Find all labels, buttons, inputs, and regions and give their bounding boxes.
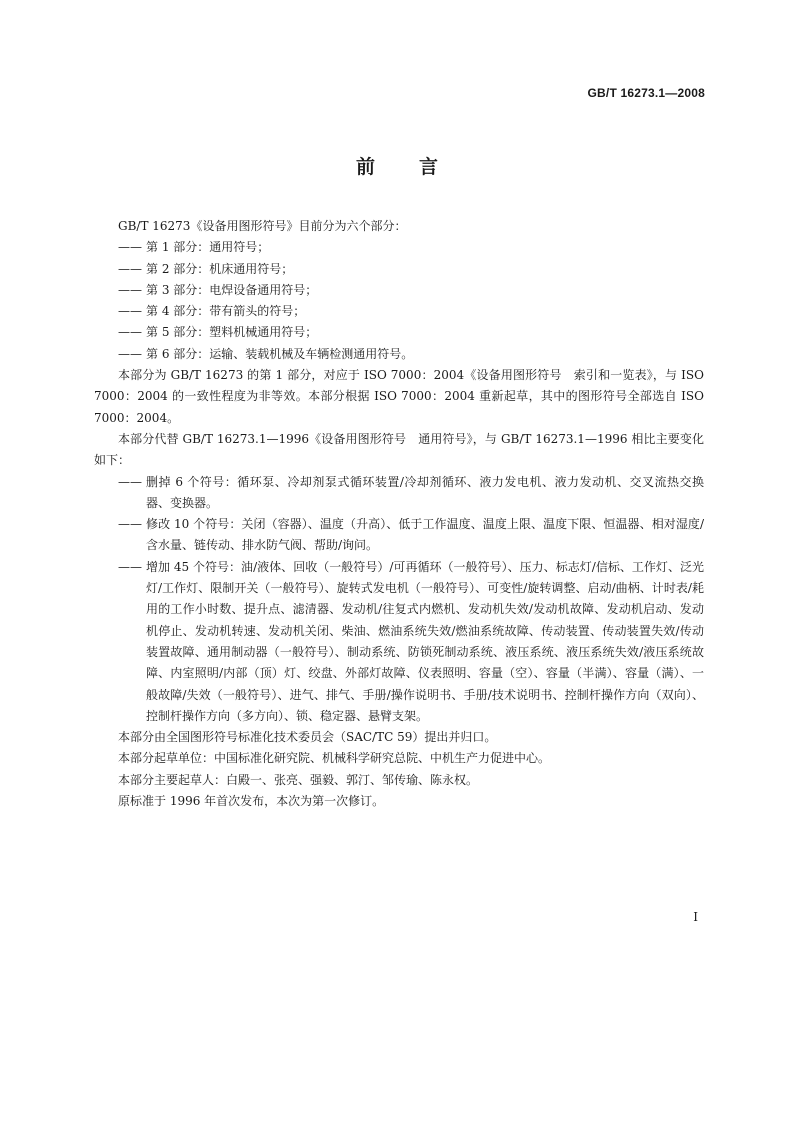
part-list-item (118, 344, 704, 365)
part-item-text: 第 6 部分：运输、装载机械及车辆检测通用符号。 (146, 346, 414, 361)
dash-marker: —— (118, 474, 142, 489)
change-list-item (118, 557, 704, 727)
correspondence-paragraph: 本部分为 GB/T 16273 的第 1 部分，对应于 ISO 7000：2004《设备用图形符号 索引和一览表》，与 ISO 7000：2004 的一致性程度为非等效。本部分根据 ISO 7000：2004 重新起草，其中的图形符号全部选自 ISO 7000：2004。 (94, 368, 704, 425)
part-list-item (118, 301, 704, 322)
dash-marker: —— (118, 559, 142, 574)
dash-marker: —— (118, 240, 142, 255)
title-char-2: 言 (419, 156, 439, 178)
dash-marker: —— (118, 346, 142, 361)
part-list-item (118, 259, 704, 280)
change-item-text: 删掉 6 个符号：循环泵、冷却剂泵式循环装置/冷却剂循环、液力发电机、液力发动机、交叉流热交换器、变换器。 (146, 474, 704, 510)
page-title (0, 152, 794, 179)
drafters-paragraph: 本部分主要起草人：白殿一、张亮、强毅、郭汀、邹传瑜、陈永权。 (118, 772, 479, 787)
dash-marker: —— (118, 304, 142, 319)
history-paragraph: 原标准于 1996 年首次发布，本次为第一次修订。 (118, 794, 385, 809)
dash-marker: —— (118, 261, 142, 276)
part-item-text: 第 4 部分：带有箭头的符号； (146, 304, 306, 319)
dash-marker: —— (118, 325, 142, 340)
standard-code: GB/T 16273.1—2008 (587, 86, 705, 100)
part-list-item (118, 322, 704, 343)
change-item-text: 增加 45 个符号：油/液体、回收（一般符号）/可再循环（一般符号）、压力、标志灯/信标、工作灯、泛光灯/工作灯、限制开关（一般符号）、旋转式发电机（一般符号）、可变性/旋转调整、启动/曲柄、计时表/耗用的工作小时数、提升点、滤清器、发动机/往复式内燃机、发动机失效/发动机故障、发动机启动、发动机停止、发动机转速、发动机关闭、柴油、燃油系统失效/燃油系统故障、传动装置、传动装置失效/传动装置故障、通用制动器（一般符号）、制动系统、防锁死制动系统、液压系统、液压系统失效/液压系统故障、内室照明/内部（顶）灯、绞盘、外部灯故障、仪表照明、容量（空）、容量（半满）、容量（满）、一般故障/失效（一般符号）、进气、排气、手册/操作说明书、手册/技术说明书、控制杆操作方向（双向）、控制杆操作方向（多方向）、锁、稳定器、悬臂支架。 (146, 559, 704, 723)
dash-marker: —— (118, 517, 142, 532)
change-list-item (118, 472, 704, 515)
dash-marker: —— (118, 282, 142, 297)
part-list-item (118, 237, 704, 258)
part-list-item (118, 280, 704, 301)
drafting-units-paragraph: 本部分起草单位：中国标准化研究院、机械科学研究总院、中机生产力促进中心。 (118, 751, 551, 766)
part-item-text: 第 3 部分：电焊设备通用符号； (146, 282, 318, 297)
part-item-text: 第 2 部分：机床通用符号； (146, 261, 294, 276)
page-number: I (693, 910, 698, 924)
change-item-text: 修改 10 个符号：关闭（容器）、温度（升高）、低于工作温度、温度上限、温度下限、恒温器、相对湿度/含水量、链传动、排水防气阀、帮助/询问。 (146, 517, 704, 553)
intro-paragraph: GB/T 16273《设备用图形符号》目前分为六个部分： (118, 219, 407, 233)
part-item-text: 第 5 部分：塑料机械通用符号； (146, 325, 318, 340)
replacement-paragraph: 本部分代替 GB/T 16273.1—1996《设备用图形符号 通用符号》，与 GB/T 16273.1—1996 相比主要变化如下： (94, 431, 704, 468)
proposer-paragraph: 本部分由全国图形符号标准化技术委员会（SAC/TC 59）提出并归口。 (118, 730, 497, 745)
foreword-body (94, 216, 704, 812)
part-item-text: 第 1 部分：通用符号； (146, 240, 270, 255)
change-list-item (118, 514, 704, 557)
title-char-1: 前 (355, 156, 375, 178)
